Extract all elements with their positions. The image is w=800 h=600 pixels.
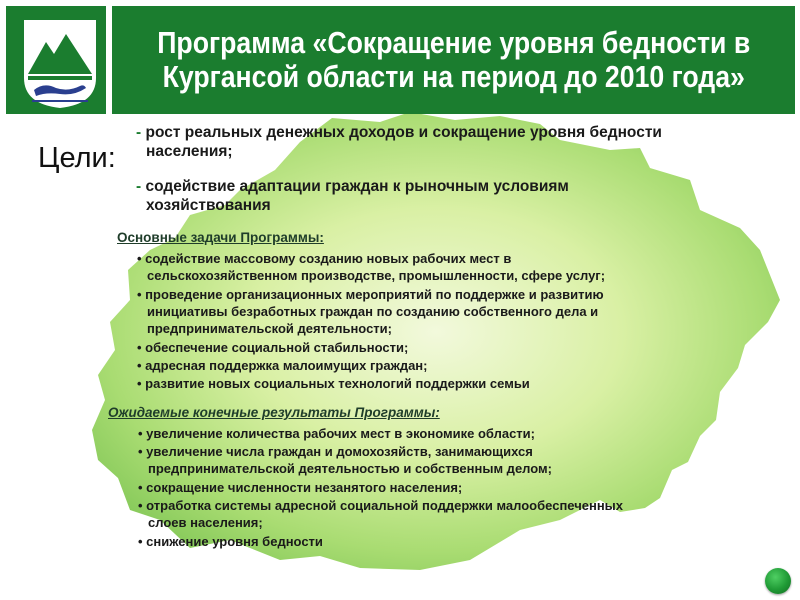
result-item xyxy=(138,443,552,477)
title-line-2: Кургансой области на период до 2010 года» xyxy=(162,59,745,94)
task-line: предпринимательской деятельности; xyxy=(147,321,392,336)
task-line: инициативы безработных граждан по созданию собственного дела и xyxy=(147,304,599,319)
title-line-1: Программа «Сокращение уровня бедности в xyxy=(157,25,750,60)
task-line: • проведение организационных мероприятий по поддержке и развитию xyxy=(137,287,604,302)
tasks-heading: Основные задачи Программы: xyxy=(117,230,324,245)
goal-text-line-2: хозяйствования xyxy=(146,197,271,214)
task-line: • содействие массовому созданию новых рабочих мест в xyxy=(137,251,512,266)
result-line: • увеличение количества рабочих мест в экономике области; xyxy=(138,426,535,441)
task-item xyxy=(137,250,605,284)
page-title xyxy=(157,26,750,94)
title-bar xyxy=(112,6,795,114)
task-item xyxy=(137,286,604,337)
result-item xyxy=(138,497,623,531)
result-item xyxy=(138,533,323,550)
coat-of-arms-icon xyxy=(22,18,98,110)
task-line: • адресная поддержка малоимущих граждан; xyxy=(137,358,428,373)
goal-text-line-1: рост реальных денежных доходов и сокращение уровня бедности xyxy=(145,124,662,141)
goal-item xyxy=(136,123,746,161)
goal-item xyxy=(136,177,696,215)
task-item xyxy=(137,357,427,374)
task-line: сельскохозяйственном производстве, промышленности, сфере услуг; xyxy=(147,268,606,283)
result-item xyxy=(138,479,462,496)
task-item xyxy=(137,339,408,356)
result-item xyxy=(138,425,535,442)
result-line: слоев населения; xyxy=(148,515,263,530)
result-line: • увеличение числа граждан и домохозяйств, занимающихся xyxy=(138,444,533,459)
task-line: • обеспечение социальной стабильности; xyxy=(137,340,409,355)
goal-dash: - xyxy=(136,178,142,195)
task-line: • развитие новых социальных технологий поддержки семьи xyxy=(137,376,530,391)
result-line: предпринимательской деятельностью и собственным делом; xyxy=(148,461,552,476)
goal-text-line-2: населения; xyxy=(146,143,233,160)
result-line: • снижение уровня бедности xyxy=(138,534,323,549)
logo-panel xyxy=(6,6,106,114)
task-item xyxy=(137,375,530,392)
next-slide-icon[interactable] xyxy=(765,568,791,594)
result-line: • отработка системы адресной социальной поддержки малообеспеченных xyxy=(138,498,624,513)
results-heading: Ожидаемые конечные результаты Программы: xyxy=(108,405,440,420)
goal-text-line-1: содействие адаптации граждан к рыночным условиям xyxy=(145,178,569,195)
goals-label: Цели: xyxy=(38,142,116,174)
result-line: • сокращение численности незанятого населения; xyxy=(138,480,463,495)
goal-dash: - xyxy=(136,124,142,141)
